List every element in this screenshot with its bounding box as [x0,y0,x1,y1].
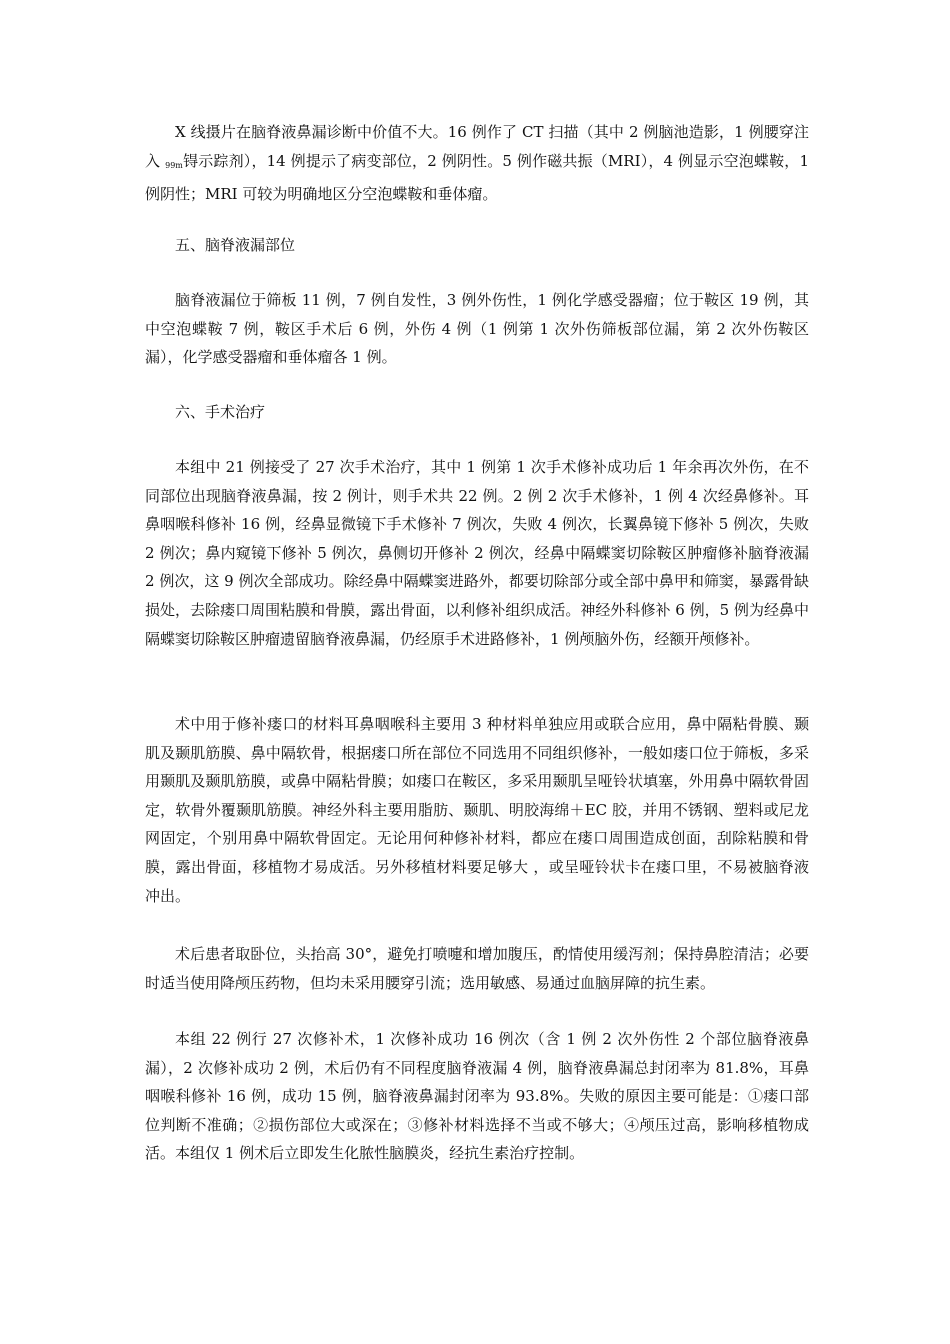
postop-paragraph: 术后患者取卧位，头抬高 30°，避免打喷嚏和增加腹压，酌情使用缓泻剂；保持鼻腔清洁；必要时适当使用降颅压药物，但均未采用腰穿引流；选用敏感、易通过血脑屏障的抗生素。 [145,945,809,992]
xray-text-part1: X 线摄片在脑脊液鼻漏诊断中价值不大。16 例作了 CT 扫描（其中 2 例脑池造影，1 例腰穿注入 [145,123,809,170]
xray-text-part2: 锝示踪剂），14 例提示了病变部位，2 例阴性。5 例作磁共振（MRI），4 例显示空泡蝶鞍，1 例阴性；MRI 可较为明确地区分空泡蝶鞍和垂体瘤。 [145,151,809,204]
leak-site-paragraph: 脑脊液漏位于筛板 11 例，7 例自发性，3 例外伤性，1 例化学感受器瘤；位于鞍区 19 例，其中空泡蝶鞍 7 例，鞍区手术后 6 例，外伤 4 例（1 例第 1 次外伤筛板部位漏，第 2 次外伤鞍区漏），化学感受器瘤和垂体瘤各 1 例。 [145,291,809,367]
materials-paragraph: 术中用于修补瘘口的材料耳鼻咽喉科主要用 3 种材料单独应用或联合应用，鼻中隔粘骨膜、颞肌及颞肌筋膜、鼻中隔软骨，根据瘘口所在部位不同选用不同组织修补，一般如瘘口位于筛板，多采用颞肌及颞肌筋膜，或鼻中隔粘骨膜；如瘘口在鞍区，多采用颞肌呈哑铃状填塞，外用鼻中隔软骨固定，软骨外覆颞肌筋膜。神经外科主要用脂肪、颞肌、明胶海绵＋EC 胶，并用不锈钢、塑料或尼龙网固定，个别用鼻中隔软骨固定。无论用何种修补材料，都应在瘘口周围造成创面，刮除粘膜和骨膜，露出骨面，移植物才易成活。另外移植材料要足够大 ，或呈哑铃状卡在瘘口里，不易被脑脊液冲出。 [145,715,809,905]
results-paragraph: 本组 22 例行 27 次修补术，1 次修补成功 16 例次（含 1 例 2 次外伤性 2 个部位脑脊液鼻漏），2 次修补成功 2 例，术后仍有不同程度脑脊液漏 4 例，脑脊液鼻漏总封闭率为 81.8%，耳鼻咽喉科修补 16 例，成功 15 例，脑脊液鼻漏封闭率为 93.8%。失败的原因主要可能是：①瘘口部位判断不准确；②损伤部位大或深在；③修补材料选择不当或不够大；④颅压过高，影响移植物成活。本组仅 1 例术后立即发生化脓性脑膜炎，经抗生素治疗控制。 [145,1030,809,1163]
isotope-subscript: 99m [165,160,183,170]
surgery-paragraph: 本组中 21 例接受了 27 次手术治疗，其中 1 例第 1 次手术修补成功后 1 年余再次外伤，在不同部位出现脑脊液鼻漏，按 2 例计，则手术共 22 例。2 例 2 次手术修补，1 例 4 次经鼻修补。耳鼻咽喉科修补 16 例，经鼻显微镜下手术修补 7 例次，失败 4 例次，长翼鼻镜下修补 5 例次，失败 2 例次；鼻内窥镜下修补 5 例次，鼻侧切开修补 2 例次，经鼻中隔蝶窦切除鞍区肿瘤修补脑脊液漏 2 例次，这 9 例次全部成功。除经鼻中隔蝶窦进路外，都要切除部分或全部中鼻甲和筛窦，暴露骨缺损处，去除瘘口周围粘膜和骨膜，露出骨面，以利修补组织成活。神经外科修补 6 例，5 例为经鼻中隔蝶窦切除鞍区肿瘤遗留脑脊液鼻漏，仍经原手术进路修补，1 例颅脑外伤，经额开颅修补。 [145,458,809,648]
section-heading-surgery: 六、手术治疗 [175,403,266,421]
xray-paragraph [145,118,809,209]
section-heading-leak-site: 五、脑脊液漏部位 [175,236,296,254]
